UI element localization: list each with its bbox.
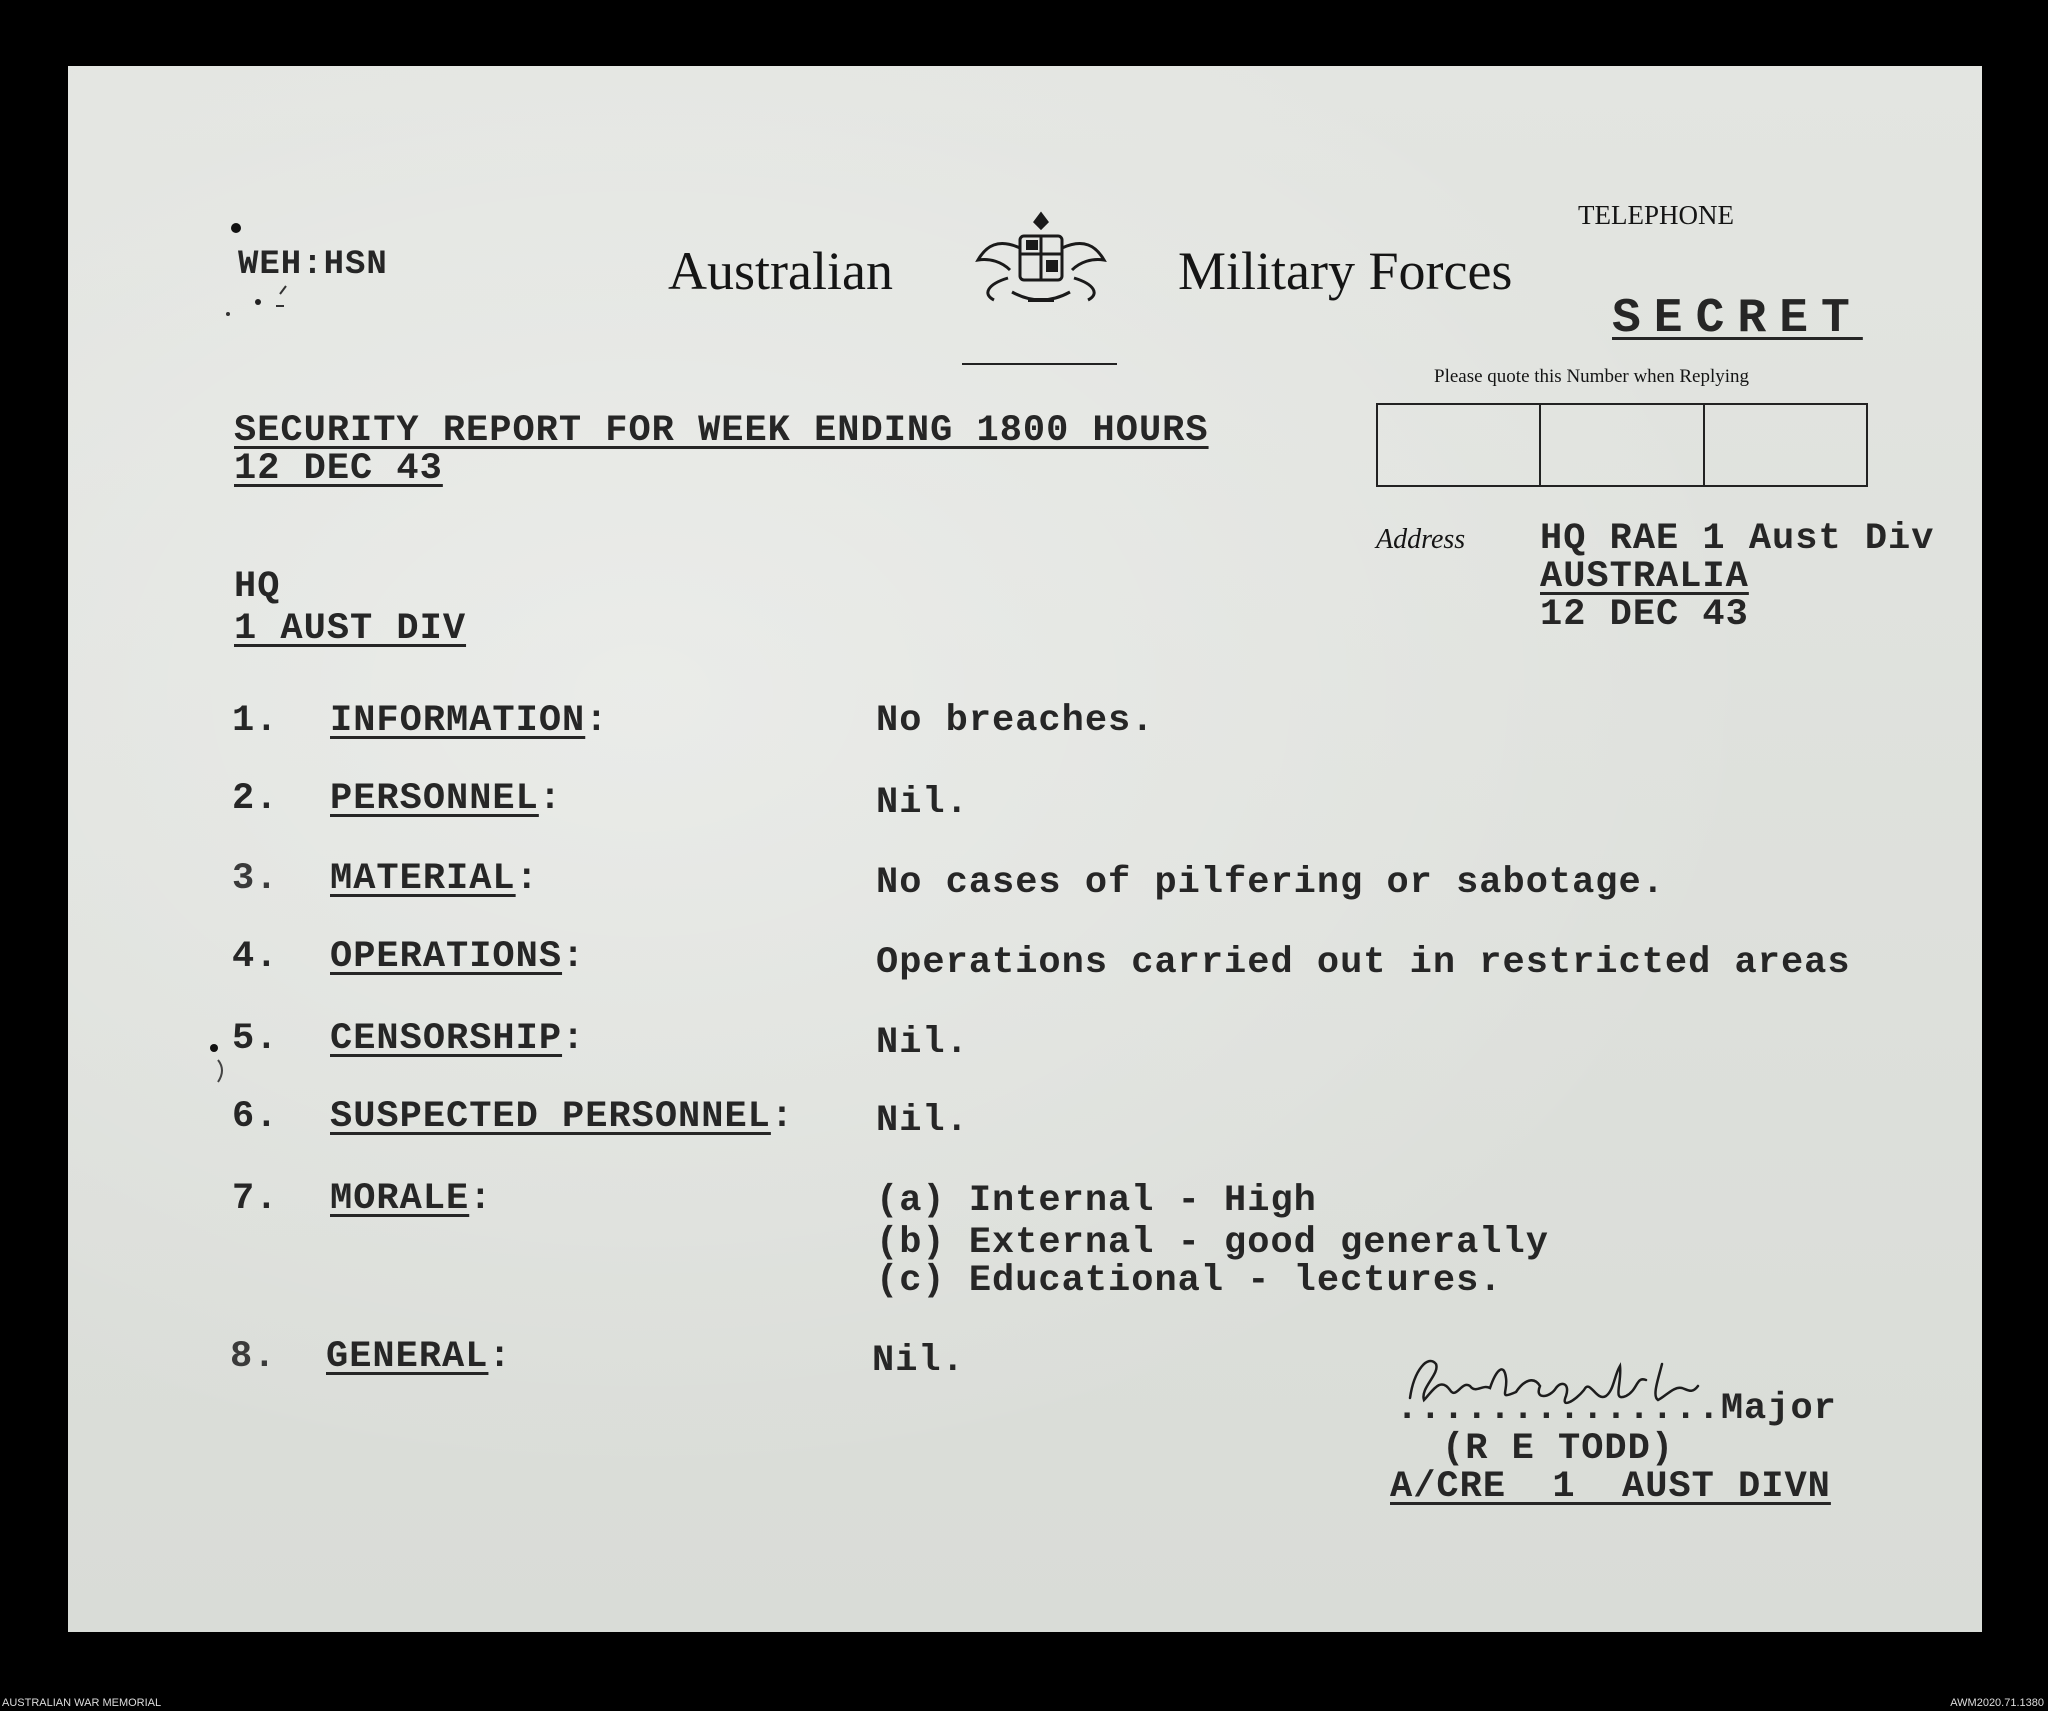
item-number: 6. bbox=[232, 1096, 279, 1138]
report-title: SECURITY REPORT FOR WEEK ENDING 1800 HOURS bbox=[234, 410, 1209, 452]
item-number: 3. bbox=[232, 858, 279, 900]
reference-number-box bbox=[1376, 403, 1868, 487]
item-heading: MORALE: bbox=[330, 1178, 493, 1220]
address-label: Address bbox=[1376, 524, 1466, 555]
sender-address-date: 12 DEC 43 bbox=[1540, 594, 1749, 636]
item-number: 1. bbox=[232, 700, 279, 742]
item-heading: INFORMATION: bbox=[330, 700, 609, 742]
item-text: Operations carried out in restricted areas bbox=[876, 942, 1851, 984]
item-heading: CENSORSHIP: bbox=[330, 1018, 586, 1060]
letterhead-right-word: Military Forces bbox=[1178, 241, 1513, 301]
item-heading: PERSONNEL: bbox=[330, 778, 563, 820]
telephone-label: TELEPHONE bbox=[1578, 200, 1734, 230]
report-title-date: 12 DEC 43 bbox=[234, 448, 443, 490]
signatory-name: (R E TODD) bbox=[1442, 1428, 1675, 1470]
reference-number-cell bbox=[1378, 405, 1541, 485]
item-text: (a) Internal - High bbox=[876, 1180, 1317, 1222]
australian-coat-of-arms-icon bbox=[968, 208, 1114, 316]
item-text: Nil. bbox=[876, 782, 969, 824]
archive-reference: AWM2020.71.1380 bbox=[1950, 1697, 2044, 1709]
letterhead-left-word: Australian bbox=[668, 241, 893, 301]
item-heading: OPERATIONS: bbox=[330, 936, 586, 978]
recipient-line: 1 AUST DIV bbox=[234, 608, 467, 650]
item-text: Nil. bbox=[872, 1340, 965, 1382]
item-text: (c) Educational - lectures. bbox=[876, 1260, 1503, 1302]
item-number: 7. bbox=[232, 1178, 279, 1220]
archive-credit: AUSTRALIAN WAR MEMORIAL bbox=[2, 1697, 162, 1709]
item-heading: SUSPECTED PERSONNEL: bbox=[330, 1096, 795, 1138]
item-heading: MATERIAL: bbox=[330, 858, 539, 900]
item-heading: GENERAL: bbox=[326, 1336, 512, 1378]
reference-number-cell bbox=[1705, 405, 1866, 485]
letterhead-rule bbox=[962, 363, 1117, 365]
item-text: No cases of pilfering or sabotage. bbox=[876, 862, 1665, 904]
recipient-line: HQ bbox=[234, 566, 281, 608]
signature-line: ..............Major bbox=[1396, 1388, 1837, 1430]
item-text: No breaches. bbox=[876, 700, 1155, 742]
item-number: 5. bbox=[232, 1018, 279, 1060]
sender-address-line: HQ RAE 1 Aust Div bbox=[1540, 518, 1935, 560]
classification-stamp: SECRET bbox=[1612, 292, 1863, 346]
reference-code: WEH:HSN bbox=[238, 246, 388, 284]
item-text: (b) External - good generally bbox=[876, 1222, 1549, 1264]
item-text: Nil. bbox=[876, 1022, 969, 1064]
item-number: 8. bbox=[230, 1336, 277, 1378]
sender-address-line: AUSTRALIA bbox=[1540, 556, 1749, 598]
item-text: Nil. bbox=[876, 1100, 969, 1142]
signatory-appointment: A/CRE 1 AUST DIVN bbox=[1390, 1466, 1831, 1508]
item-number: 2. bbox=[232, 778, 279, 820]
punch-hole-marks bbox=[204, 1040, 244, 1100]
reference-number-cell bbox=[1541, 405, 1704, 485]
item-number: 4. bbox=[232, 936, 279, 978]
punch-hole-marks bbox=[220, 210, 300, 330]
quote-number-note: Please quote this Number when Replying bbox=[1434, 366, 1750, 387]
